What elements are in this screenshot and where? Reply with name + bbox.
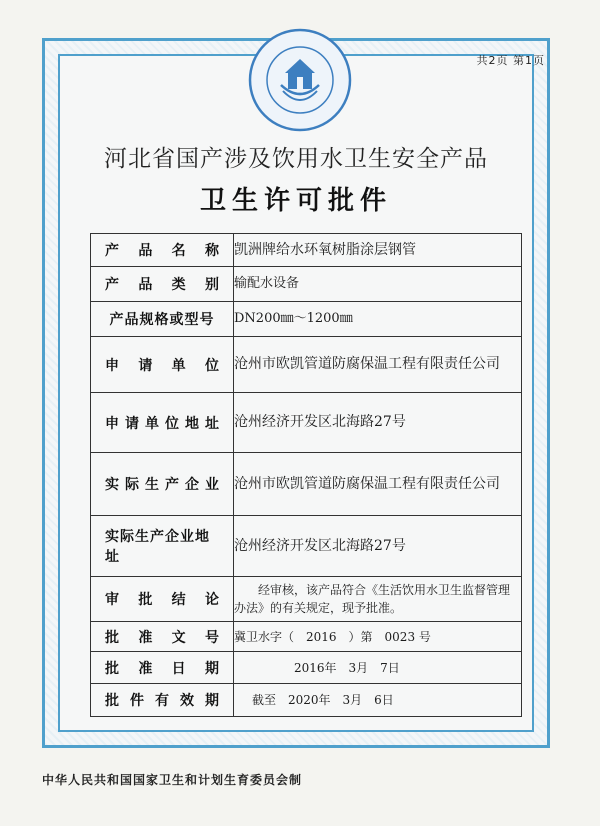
row-label [91, 652, 234, 684]
table-row [91, 622, 522, 652]
row-label [91, 302, 234, 337]
row-label [91, 516, 234, 577]
health-inspection-seal-icon [245, 25, 355, 135]
label-text: 实 际 生 产 企 业 [105, 477, 219, 493]
row-label [91, 622, 234, 652]
table-row [91, 302, 522, 337]
row-label [91, 393, 234, 453]
table-row [91, 577, 522, 622]
row-value: 经审核，该产品符合《生活饮用水卫生监督管理办法》的有关规定，现予批准。 [234, 577, 522, 622]
row-label [91, 234, 234, 267]
row-value: 沧州市欧凯管道防腐保温工程有限责任公司 [234, 453, 522, 516]
certificate-table [90, 233, 522, 717]
table-row [91, 652, 522, 684]
row-label [91, 577, 234, 622]
document-title-line2: 卫生许可批件 [199, 186, 392, 216]
row-label [91, 453, 234, 516]
label-text: 批 准 日 期 [105, 660, 219, 677]
label-text: 批 件 有 效 期 [105, 693, 219, 709]
row-value: 沧州市欧凯管道防腐保温工程有限责任公司 [234, 337, 522, 393]
label-text: 批 准 文 号 [105, 629, 219, 646]
label-text: 申 请 单 位 地 址 [105, 415, 219, 432]
label-text: 产品规格或型号 [109, 312, 215, 328]
table-row [91, 337, 522, 393]
issuing-authority-footer: 中华人民共和国国家卫生和计划生育委员会制 [42, 773, 303, 787]
label-text: 实际生产企业地址 [105, 529, 210, 565]
label-text: 产 品 类 别 [105, 277, 219, 293]
row-label [91, 337, 234, 393]
table-row [91, 267, 522, 302]
label-text: 申 请 单 位 [105, 357, 219, 374]
page-count: 共2页 第1页 [476, 54, 545, 67]
row-label [91, 684, 234, 717]
label-text: 审 批 结 论 [105, 592, 219, 608]
label-text: 产 品 名 称 [105, 243, 219, 259]
row-value: 2016年 3月 7日 [234, 652, 522, 684]
row-label [91, 267, 234, 302]
row-value: 冀卫水字（ 2016 ）第 0023 号 [234, 622, 522, 652]
table-row [91, 684, 522, 717]
table-row [91, 516, 522, 577]
row-value: 凯洲牌给水环氧树脂涂层钢管 [234, 234, 522, 267]
row-value: 沧州经济开发区北海路27号 [234, 516, 522, 577]
row-value: DN200㎜～1200㎜ [234, 302, 522, 337]
table-row [91, 234, 522, 267]
table-row [91, 393, 522, 453]
document-title-line1: 河北省国产涉及饮用水卫生安全产品 [104, 146, 488, 172]
table-row [91, 453, 522, 516]
row-value: 沧州经济开发区北海路27号 [234, 393, 522, 453]
row-value: 输配水设备 [234, 267, 522, 302]
row-value: 截至 2020年 3月 6日 [234, 684, 522, 717]
